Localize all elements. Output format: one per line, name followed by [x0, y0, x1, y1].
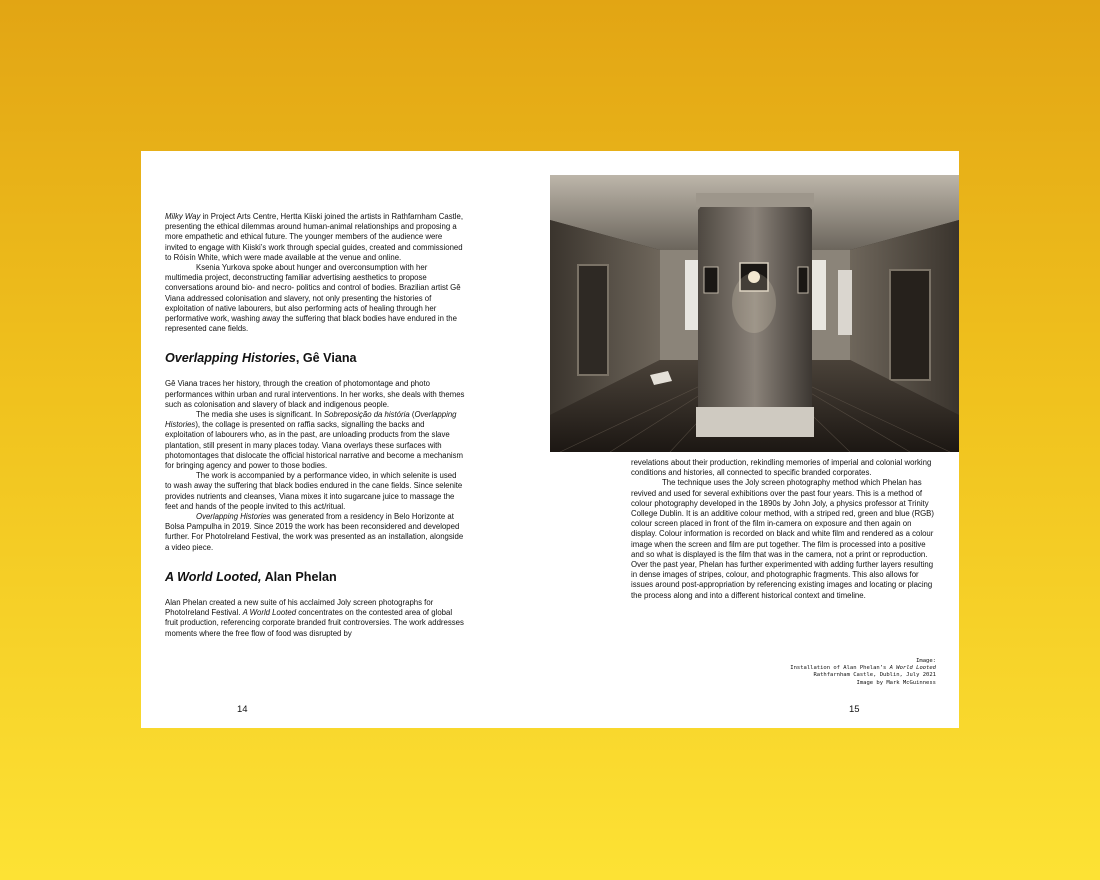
caption-location: Rathfarnham Castle, Dublin, July 2021: [813, 672, 936, 679]
page-number-right: 15: [849, 704, 860, 715]
left-text-column: [165, 212, 465, 639]
phelan-continuation-paragraph: revelations about their production, rekindling memories of imperial and colonial working conditions and histories, all connected to specific branded corporates.: [631, 458, 932, 478]
magazine-spread: [141, 151, 959, 728]
viana-paragraph-3: The work is accompanied by a performance video, in which selenite is used to wash away the suffering that black bodies endured in the cane fields. Since selenite provides nutrients and cleanses, Viana mixes it into sugarcane juice to massage the feet and hands of the people invited to this act/ritual.: [165, 471, 463, 511]
heading-title-em: Overlapping Histories: [165, 351, 296, 366]
installation-photo-drawing: [550, 175, 959, 452]
work-title-em: Sobreposição da história: [323, 410, 410, 420]
heading-title-em: A World Looted,: [165, 569, 262, 584]
heading-artist: , Gê Viana: [295, 351, 357, 366]
text: Alan Phelan created a new suite of his acclaimed Joly screen photographs for PhotoIreland Festival.: [165, 597, 434, 618]
section-heading-phelan: [165, 570, 465, 585]
work-title-em: Overlapping Histories: [196, 512, 271, 522]
phelan-technique-paragraph: The technique uses the Joly screen photography method which Phelan has revived and used for several exhibitions over the past four years. This is a method of colour photography developed in the 1890s by John Joly, a physics professor at Trinity College Dublin. It is an additive colour method, with a striped red, green and blue (RGB) colour screen placed in front of the film in-camera on exposure and then again on display. Colour information is recorded on black and white film and rendered as a colour image when the screen and film are put together. The film is processed into a positive and so what is displayed is the film that was in the camera, not a print or reproduction. Over the past year, Phelan has further experimented with adding further layers resulting in dense images of stripes, colour, and photographic fragments. This also allows for issues around post-appropriation by referencing existing images and locating or placing the process along and into a different historical context and timeline.: [631, 478, 934, 600]
left-page: [141, 151, 550, 728]
text: (: [409, 410, 415, 420]
text: ), the collage is presented on raffia sacks, signalling the backs and exploitation of labourers who, as in the past, are unloading products from the slave plantation, still present in many places today. Viana overlays these surfaces with photomontages that dislocate the official historical narrative and become a mechanism for bringing agency and power to those bodies.: [165, 420, 464, 471]
installation-photo: [550, 175, 959, 452]
viana-paragraph-4: [165, 512, 465, 553]
text: concentrates on the contested area of global fruit production, referencing corporate branded fruit controversies. The work addresses moments where the free flow of food was disrupted by: [165, 608, 464, 638]
intro-paragraph-2: Ksenia Yurkova spoke about hunger and overconsumption with her multimedia project, deconstructing familiar advertising aesthetics to propose conversations around bio- and necro- politics and control of bodies. Brazilian artist Gê Viana addressed colonisation and slavery, not only presenting the histories of exploitation of native labourers, but also performing acts of healing through her performative work, washing away the suffering that black bodies have endured in the represented cane fields.: [165, 263, 461, 334]
text: was generated from a residency in Belo Horizonte at Bolsa Pampulha in 2019. Since 2019 the work has been reconsidered and developed further. For PhotoIreland Festival, the work was presented as an installation, alongside a video piece.: [165, 512, 464, 552]
phelan-paragraph-1: [165, 598, 465, 639]
text: The media she uses is significant. In: [196, 410, 324, 420]
heading-artist: Alan Phelan: [261, 569, 337, 584]
right-page: [550, 151, 959, 728]
viana-paragraph-2: [165, 410, 465, 471]
work-title-em: Milky Way: [165, 212, 201, 221]
section-heading-viana: [165, 351, 465, 366]
right-text-column: [631, 458, 936, 601]
viana-paragraph-1: Gê Viana traces her history, through the creation of photomontage and photo performances within urban and rural interventions. In her works, she deals with themes such as colonisation and slavery of black and indigenous people.: [165, 379, 465, 409]
text: Installation of Alan Phelan’s: [790, 665, 890, 672]
intro-p1-text: in Project Arts Centre, Hertta Kiiski joined the artists in Rathfarnham Castle, presenting the ethical dilemmas around human-animal relationships and proposing a more empathetic and ethical future. The younger members of the audience were invited to engage with Kiiski’s work through special guides, created and commissioned to Róisín White, which were made available at the venue and online.: [165, 212, 463, 262]
caption-title-line: [790, 665, 936, 672]
caption-credit: Image by Mark McGuinness: [856, 679, 936, 686]
intro-paragraph-1: [165, 212, 465, 263]
work-title-em: Overlapping Histories: [165, 410, 457, 430]
caption-label: Image:: [916, 658, 936, 664]
work-title-em: A World Looted: [889, 665, 936, 672]
page-number-left: 14: [237, 704, 248, 715]
image-caption: [790, 658, 936, 687]
work-title-em: A World Looted: [242, 608, 297, 618]
